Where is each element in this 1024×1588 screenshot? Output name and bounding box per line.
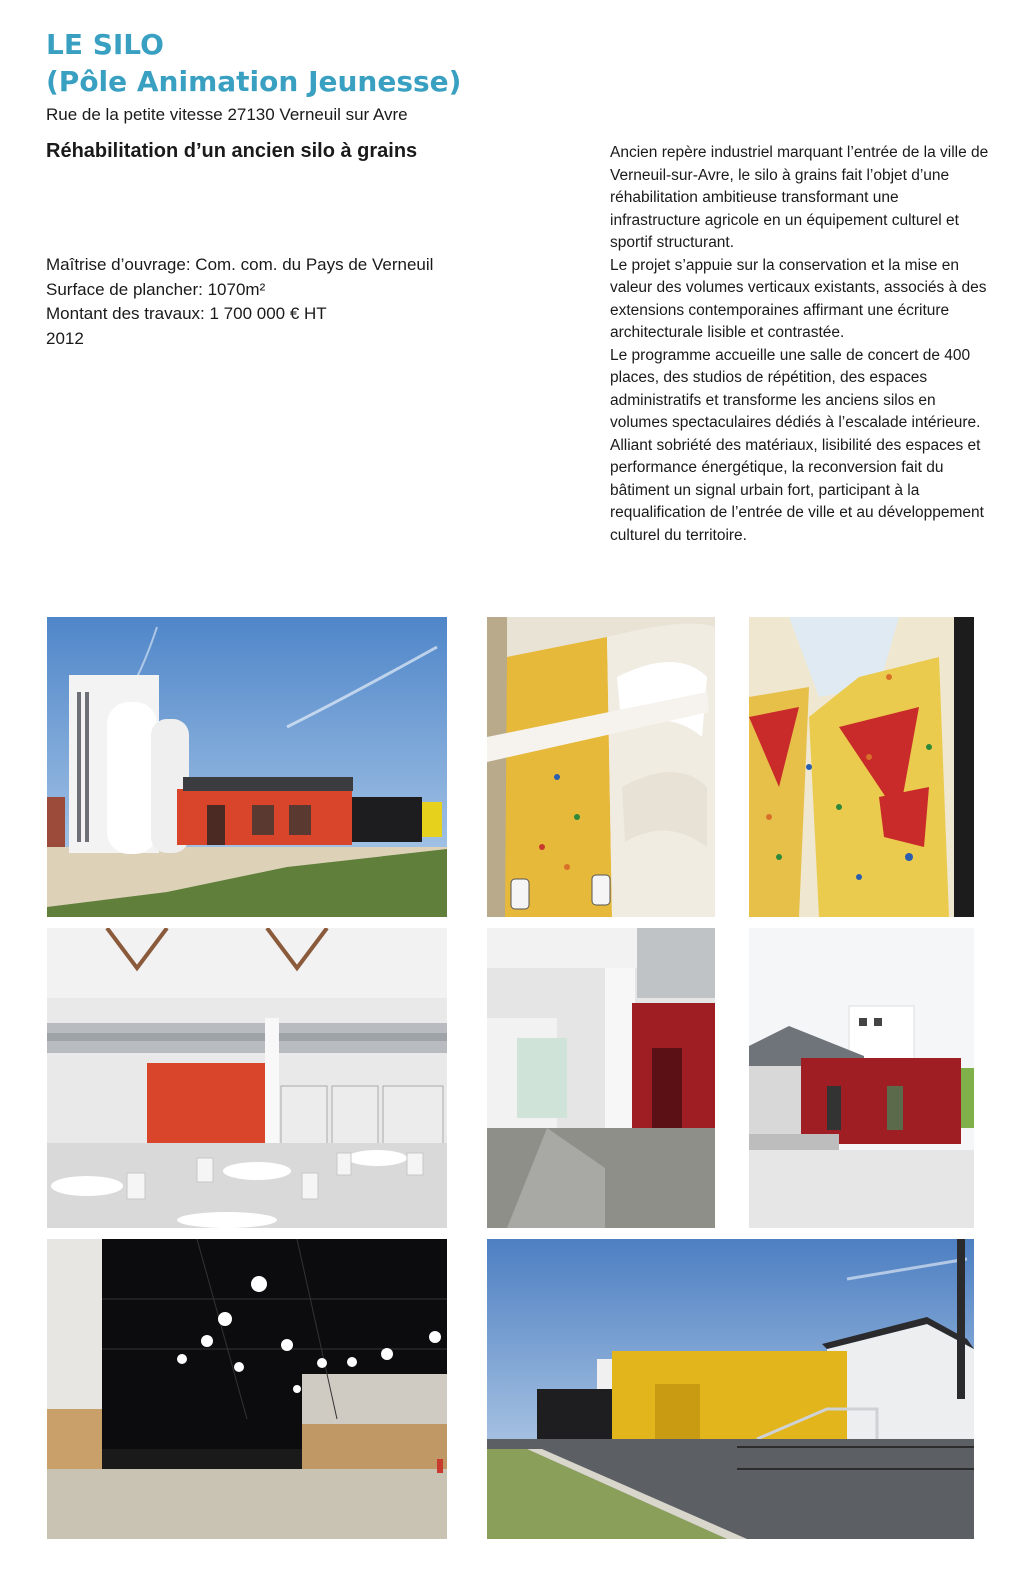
- project-address: Rue de la petite vitesse 27130 Verneuil sur Avre: [46, 105, 408, 124]
- photo-exterior-yellow: [487, 1239, 974, 1539]
- detail-surface: Surface de plancher: 1070m²: [46, 279, 266, 299]
- description-paragraph-1: Ancien repère industriel marquant l’entrée de la ville de Verneuil-sur-Avre, le silo à grains fait l’objet d’une réhabilitation ambitieuse transformant une infrastructure agricole en un équipement culturel et sportif structurant.: [610, 144, 989, 251]
- photo-exterior-silo: [47, 617, 447, 917]
- description-paragraph-3: Le programme accueille une salle de concert de 400 places, des studios de répétition, des espaces administratifs et transforme les anciens silos en volumes spectaculaires dédiés à l’escalade intérieure.: [610, 346, 981, 431]
- photo-exterior-red: [749, 928, 974, 1228]
- photo-climbing-wall-colorful: [749, 617, 974, 917]
- title-line-2: (Pôle Animation Jeunesse): [46, 65, 462, 98]
- detail-owner: Maîtrise d’ouvrage: Com. com. du Pays de Verneuil: [46, 255, 434, 274]
- description-paragraph-2: Le projet s’appuie sur la conservation et la mise en valeur des volumes verticaux existants, associés à des extensions contemporaines affirmant une écriture architecturale lisible et contrastée.: [610, 256, 987, 341]
- detail-year: 2012: [46, 328, 84, 348]
- photo-climbing-wall-stair: [487, 617, 715, 917]
- project-title: [46, 26, 461, 100]
- project-description: [610, 142, 990, 547]
- description-paragraph-4: Alliant sobriété des matériaux, lisibilité des espaces et performance énergétique, la reconversion fait du bâtiment un signal urbain fort, participant à la requalification de l’entrée de ville et au développement culturel du territoire.: [610, 436, 984, 544]
- detail-budget: Montant des travaux: 1 700 000 € HT: [46, 304, 327, 323]
- photo-interior-hall: [47, 928, 447, 1228]
- project-details: [46, 253, 433, 351]
- photo-concert-hall: [47, 1239, 447, 1539]
- project-subtitle: Réhabilitation d’un ancien silo à grains: [46, 140, 418, 162]
- title-line-1: LE SILO: [46, 28, 164, 61]
- photo-corridor: [487, 928, 715, 1228]
